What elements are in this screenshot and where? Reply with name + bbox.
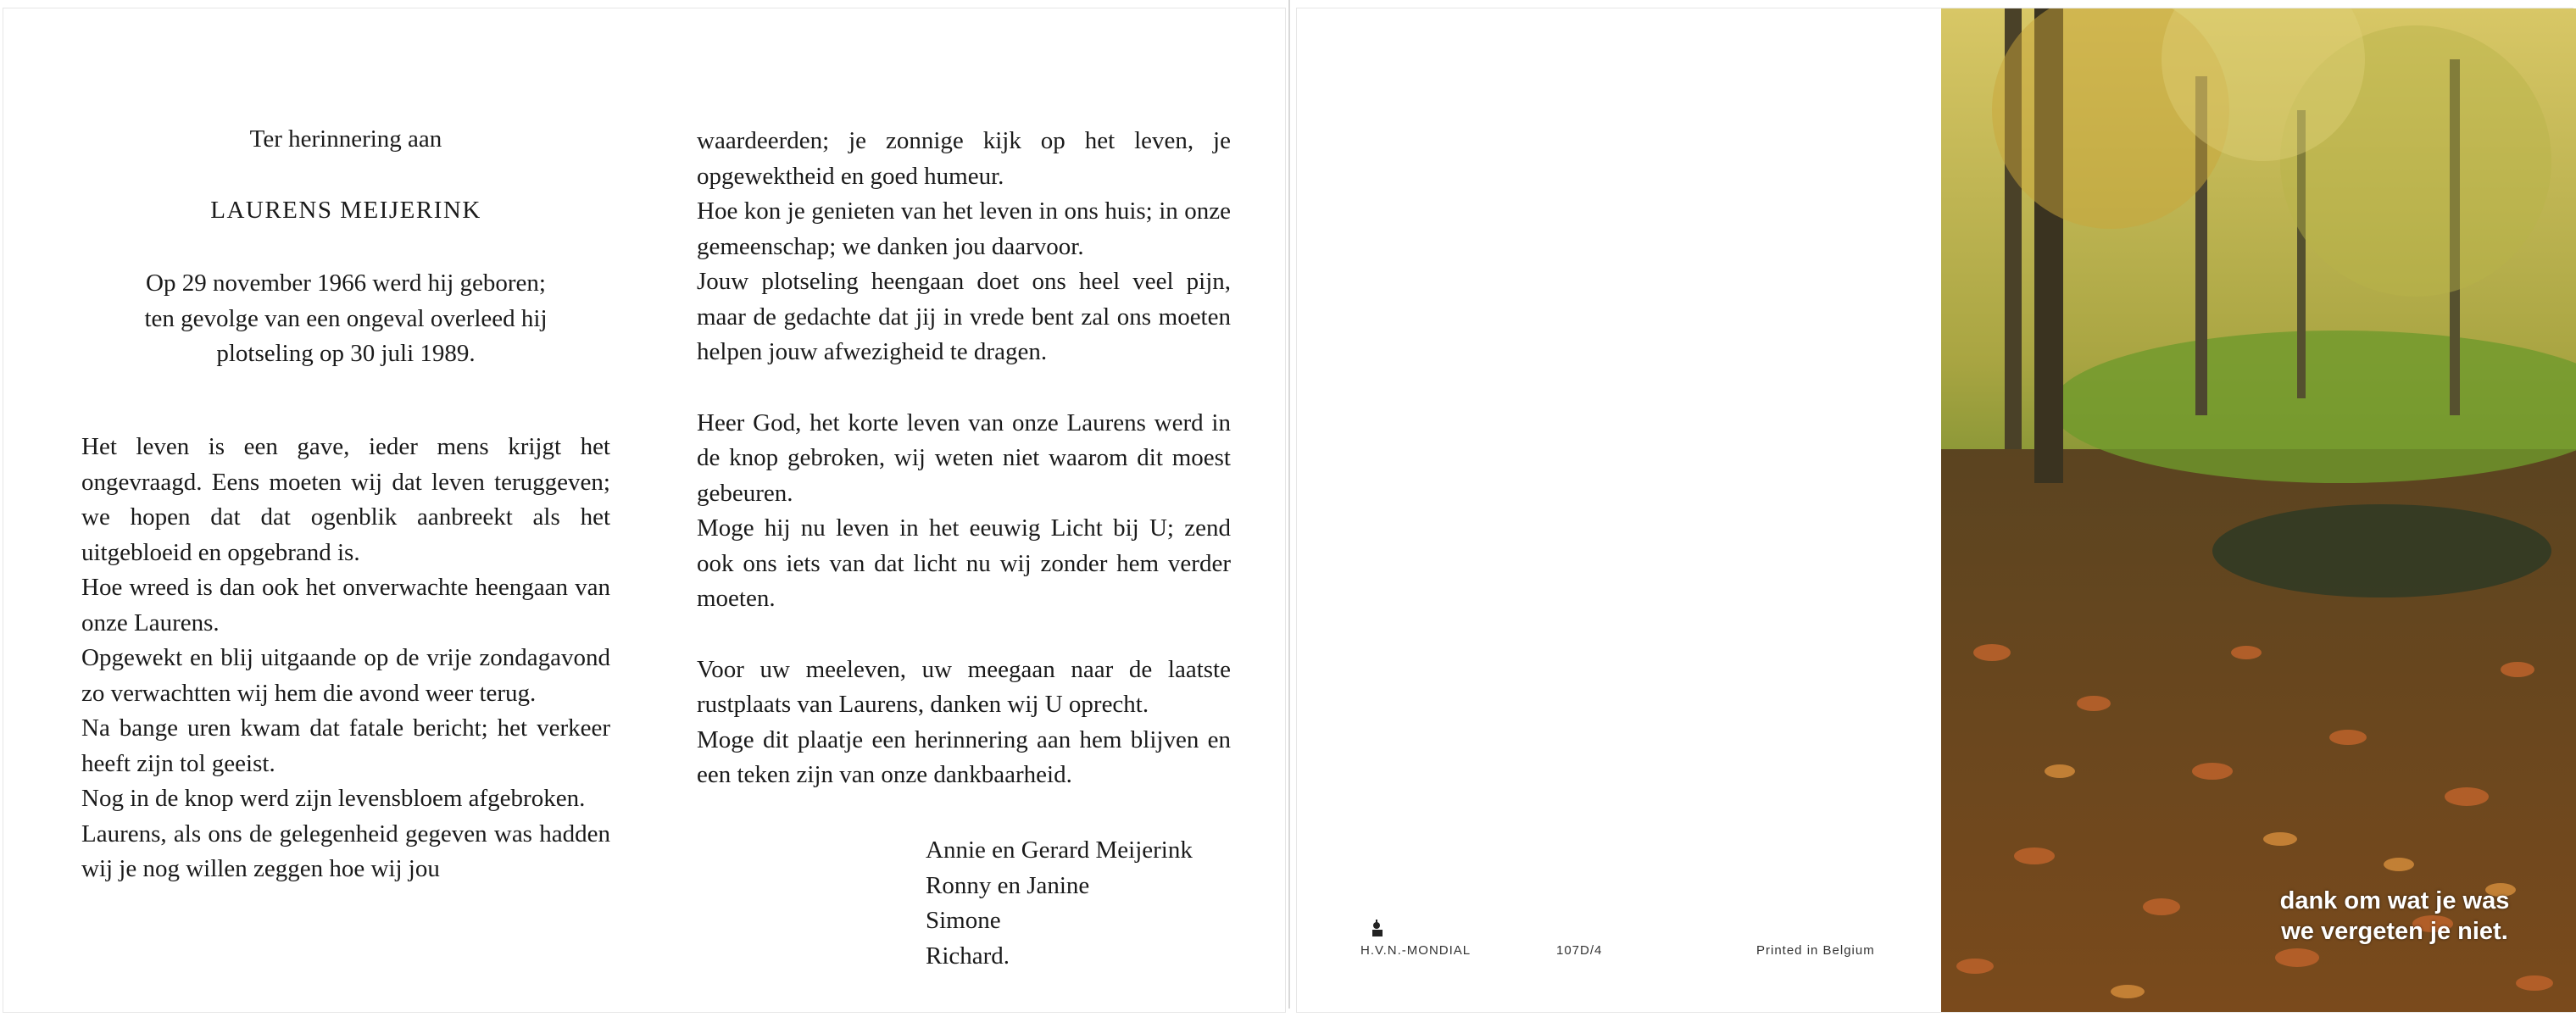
birth-line: plotseling op 30 juli 1989.: [216, 340, 476, 367]
birth-line: Op 29 november 1966 werd hij geboren;: [146, 270, 546, 297]
card-edge-divider: [1288, 0, 1290, 1009]
signatures: [926, 833, 1193, 974]
paragraph: Laurens, als ons de gelegenheid gegeven was hadden wij je nog willen zeggen hoe wij jou: [81, 820, 610, 882]
paragraph: Moge dit plaatje een herinnering aan hem blijven en een teken zijn van onze dankbaarheid.: [697, 725, 1231, 788]
printed-in: Printed in Belgium: [1756, 943, 1875, 958]
deceased-name: LAURENS MEIJERINK: [210, 197, 481, 224]
card-code: 107D/4: [1556, 943, 1603, 958]
paragraph: waardeerden; je zonnige kijk op het leven, je opgewektheid en goed humeur.: [697, 127, 1231, 190]
photo-caption: [2255, 886, 2534, 947]
paragraph: Nog in de knop werd zijn levensbloem afgebroken.: [81, 785, 586, 812]
signature-line: Simone: [926, 907, 1001, 934]
forest-scene: [1941, 8, 2576, 1012]
paragraph: Hoe wreed is dan ook het onverwachte heengaan van onze Laurens.: [81, 574, 610, 636]
left-text-column: [81, 430, 610, 887]
paragraph: Moge hij nu leven in het eeuwig Licht bij U; zend ook ons iets van dat licht nu wij zonder hem verder moeten.: [697, 514, 1231, 612]
birth-line: ten gevolge van een ongeval overleed hij: [144, 304, 548, 332]
caption-line: dank om wat je was: [2279, 887, 2510, 914]
signature-line: Richard.: [926, 942, 1010, 970]
right-text-column: [697, 124, 1231, 793]
paragraph: Voor uw meeleven, uw meegaan naar de laatste rustplaats van Laurens, danken wij U oprecht.: [697, 655, 1231, 718]
autumn-forest-photo: [1941, 8, 2576, 1012]
publisher-imprint: H.V.N.-MONDIAL: [1360, 943, 1472, 958]
paragraph: Het leven is een gave, ieder mens krijgt het ongevraagd. Eens moeten wij dat leven teruggeven; we hopen dat dat ogenblik aanbreekt als het uitgebloeid en opgebrand is.: [81, 433, 610, 566]
intro-text: Ter herinnering aan: [249, 125, 442, 153]
paragraph: Hoe kon je genieten van het leven in ons huis; in onze gemeenschap; we danken jou daarvoor.: [697, 197, 1231, 260]
paragraph: Na bange uren kwam dat fatale bericht; het verkeer heeft zijn tol geeist.: [81, 714, 610, 777]
caption-line: we vergeten je niet.: [2281, 918, 2508, 945]
birth-death-statement: [81, 266, 610, 372]
publisher-logo-icon: [1370, 918, 1385, 938]
signature-line: Annie en Gerard Meijerink: [926, 836, 1193, 864]
paragraph: Jouw plotseling heengaan doet ons heel veel pijn, maar de gedachte dat jij in vrede bent zal ons moeten helpen jouw afwezigheid te dragen.: [697, 268, 1231, 365]
signature-line: Ronny en Janine: [926, 871, 1090, 899]
paragraph: Heer God, het korte leven van onze Laurens werd in de knop gebroken, wij weten niet waarom dit moest gebeuren.: [697, 408, 1231, 507]
paragraph: Opgewekt en blij uitgaande op de vrije zondagavond zo verwachtten wij hem die avond weer terug.: [81, 644, 610, 707]
